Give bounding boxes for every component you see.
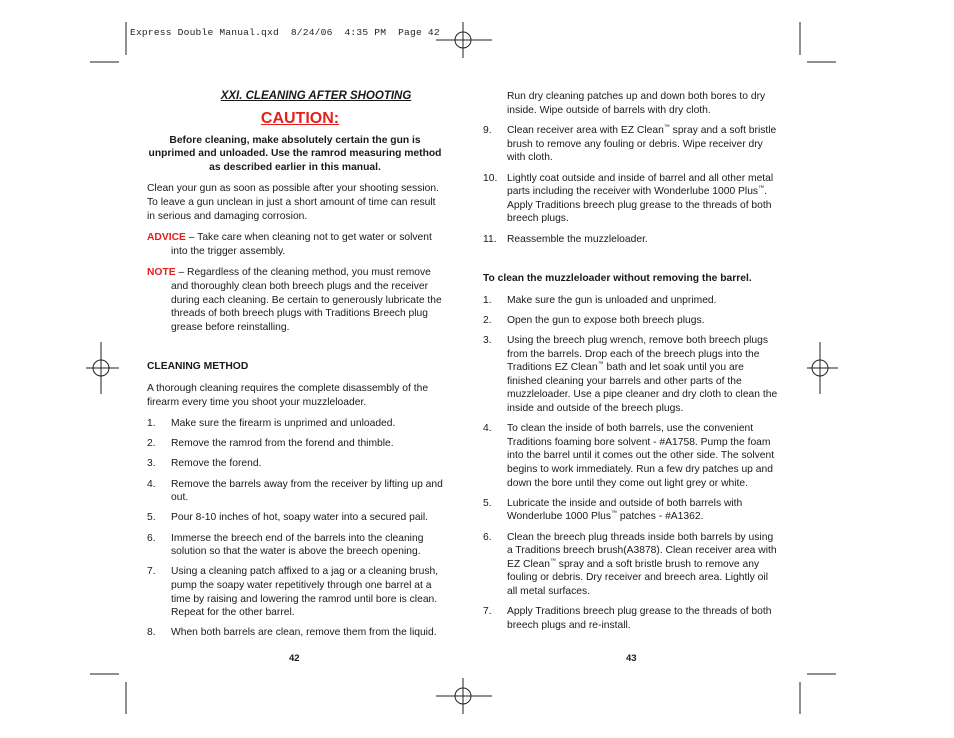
section-title: XXI. CLEANING AFTER SHOOTING bbox=[220, 90, 412, 102]
step-item bbox=[147, 437, 443, 451]
page-number-right: 43 bbox=[626, 653, 637, 664]
intro-paragraph: Clean your gun as soon as possible after your shooting session. To leave a gun unclean in just a short amount of time can result in serious and damaging corrosion. bbox=[147, 183, 439, 222]
advice-label: ADVICE bbox=[147, 232, 186, 244]
step-number: 4. bbox=[147, 478, 156, 490]
step-item bbox=[483, 605, 781, 632]
caution-text: Before cleaning, make absolutely certain the gun is unprimed and unloaded. Use the ramrod measuring method as described earlier in this manual. bbox=[148, 134, 442, 173]
step-number: 3. bbox=[483, 335, 492, 347]
step-number: 11. bbox=[483, 233, 497, 245]
step-item bbox=[483, 497, 781, 524]
note-text: – Regardless of the cleaning method, you must remove and thoroughly clean both breech plugs and the receiver during each cleaning. Be certain to generously lubricate the threads of both breech plugs with Traditions Breech plug grease before reinstalling. bbox=[171, 267, 442, 333]
step-text: Make sure the gun is unloaded and unprimed. bbox=[507, 294, 717, 306]
step-number: 7. bbox=[483, 606, 492, 618]
step-item bbox=[483, 531, 781, 599]
step-text: When both barrels are clean, remove them from the liquid. bbox=[171, 627, 437, 639]
step-number: 5. bbox=[147, 512, 156, 524]
step-text: Using the breech plug wrench, remove both breech plugs from the barrels. Drop each of the breech plugs into the Traditions EZ Clean™ bath and let soak until you are finished cleaning your barrels and other parts of the muzzleloader. Use a pipe cleaner and dry cloth to clean the inside and outside of the breech plugs. bbox=[507, 335, 778, 415]
step-item bbox=[147, 417, 443, 431]
step-item bbox=[483, 334, 781, 416]
step-item bbox=[483, 294, 781, 308]
step-item bbox=[147, 626, 443, 640]
step-text: Remove the forend. bbox=[171, 458, 262, 470]
step-text: Remove the barrels away from the receiver by lifting up and out. bbox=[171, 478, 443, 504]
step-item bbox=[483, 314, 781, 328]
step-text: Immerse the breech end of the barrels into the cleaning solution so that the water is above the breech opening. bbox=[171, 532, 424, 558]
step-item bbox=[483, 422, 781, 490]
step-text: Lightly coat outside and inside of barrel and all other metal parts including the receiver with Wonderlube 1000 Plus™. Apply Traditions breech plug grease to the threads of both breech plugs. bbox=[507, 172, 774, 225]
file-slug: Express Double Manual.qxd 8/24/06 4:35 PM Page 42 bbox=[130, 27, 440, 38]
step-number: 1. bbox=[147, 418, 156, 430]
step-item bbox=[483, 233, 781, 247]
registration-mark-top bbox=[436, 22, 492, 58]
step-number: 1. bbox=[483, 294, 492, 306]
step-number: 3. bbox=[147, 458, 156, 470]
caution-title: CAUTION: bbox=[260, 109, 340, 127]
registration-mark-right bbox=[807, 342, 838, 394]
step-number: 8. bbox=[147, 627, 156, 639]
step-text: Apply Traditions breech plug grease to the threads of both breech plugs and re-install. bbox=[507, 606, 772, 631]
step-item bbox=[147, 457, 443, 471]
step-number: 6. bbox=[483, 531, 492, 543]
step-number: 4. bbox=[483, 423, 492, 435]
step-text: Pour 8-10 inches of hot, soapy water into a secured pail. bbox=[171, 512, 428, 524]
step-number: 5. bbox=[483, 497, 492, 509]
step-number: 6. bbox=[147, 532, 156, 544]
cleaning-method-heading: CLEANING METHOD bbox=[147, 361, 249, 373]
continued-paragraph: Run dry cleaning patches up and down both bores to dry inside. Wipe outside of barrels with dry cloth. bbox=[507, 91, 766, 116]
step-number: 7. bbox=[147, 566, 156, 578]
left-page bbox=[147, 90, 443, 647]
registration-mark-bottom bbox=[436, 678, 492, 714]
advice-paragraph bbox=[147, 231, 443, 258]
step-text: Make sure the firearm is unprimed and unloaded. bbox=[171, 418, 396, 430]
step-item bbox=[147, 565, 443, 619]
step-text: Lubricate the inside and outside of both barrels with Wonderlube 1000 Plus™ patches - #A1362. bbox=[507, 497, 743, 523]
step-number: 2. bbox=[483, 314, 492, 326]
note-label: NOTE bbox=[147, 267, 176, 279]
left-step-list bbox=[147, 417, 443, 640]
step-item bbox=[147, 478, 443, 505]
right-step-list-a bbox=[483, 124, 781, 246]
registration-mark-left bbox=[86, 342, 119, 394]
step-number: 9. bbox=[483, 125, 492, 137]
step-text: Open the gun to expose both breech plugs. bbox=[507, 314, 705, 326]
step-text: Clean receiver area with EZ Clean™ spray and a soft bristle brush to remove any fouling or debris. Wipe receiver dry with cloth. bbox=[507, 124, 777, 164]
step-text: Using a cleaning patch affixed to a jag or a cleaning brush, pump the soapy water repetitively through one barrel at a time by raising and lowering the ramrod until bore is clean. Repeat for the other barrel. bbox=[171, 566, 439, 619]
step-text: To clean the inside of both barrels, use the convenient Traditions foaming bore solvent - #A1758. Pump the foam into the barrel until it comes out the other side. The solvent begins to work immediately. Run a few dry patches up and down the bore until they come out light grey or white. bbox=[507, 423, 775, 489]
step-item bbox=[483, 172, 781, 226]
advice-text: – Take care when cleaning not to get water or solvent into the trigger assembly. bbox=[171, 232, 432, 257]
step-item bbox=[483, 124, 781, 165]
step-text: Clean the breech plug threads inside both barrels by using a Traditions breech brush(A3878). Clean receiver area with EZ Clean™ spray and a soft bristle brush to remove any fouling or debris. Dry receiver and breech area. Lightly oil all metal surfaces. bbox=[507, 531, 777, 597]
note-paragraph bbox=[147, 266, 443, 334]
step-item bbox=[147, 511, 443, 525]
alt-method-heading: To clean the muzzleloader without removing the barrel. bbox=[483, 273, 752, 285]
step-item bbox=[147, 532, 443, 559]
method-intro: A thorough cleaning requires the complete disassembly of the firearm every time you shoot your muzzleloader. bbox=[147, 382, 429, 408]
page-number-left: 42 bbox=[289, 653, 300, 664]
step-text: Reassemble the muzzleloader. bbox=[507, 233, 648, 245]
step-text: Remove the ramrod from the forend and thimble. bbox=[171, 438, 394, 450]
right-page bbox=[483, 90, 781, 639]
right-step-list-b bbox=[483, 294, 781, 633]
step-number: 2. bbox=[147, 438, 156, 450]
step-number: 10. bbox=[483, 172, 498, 184]
